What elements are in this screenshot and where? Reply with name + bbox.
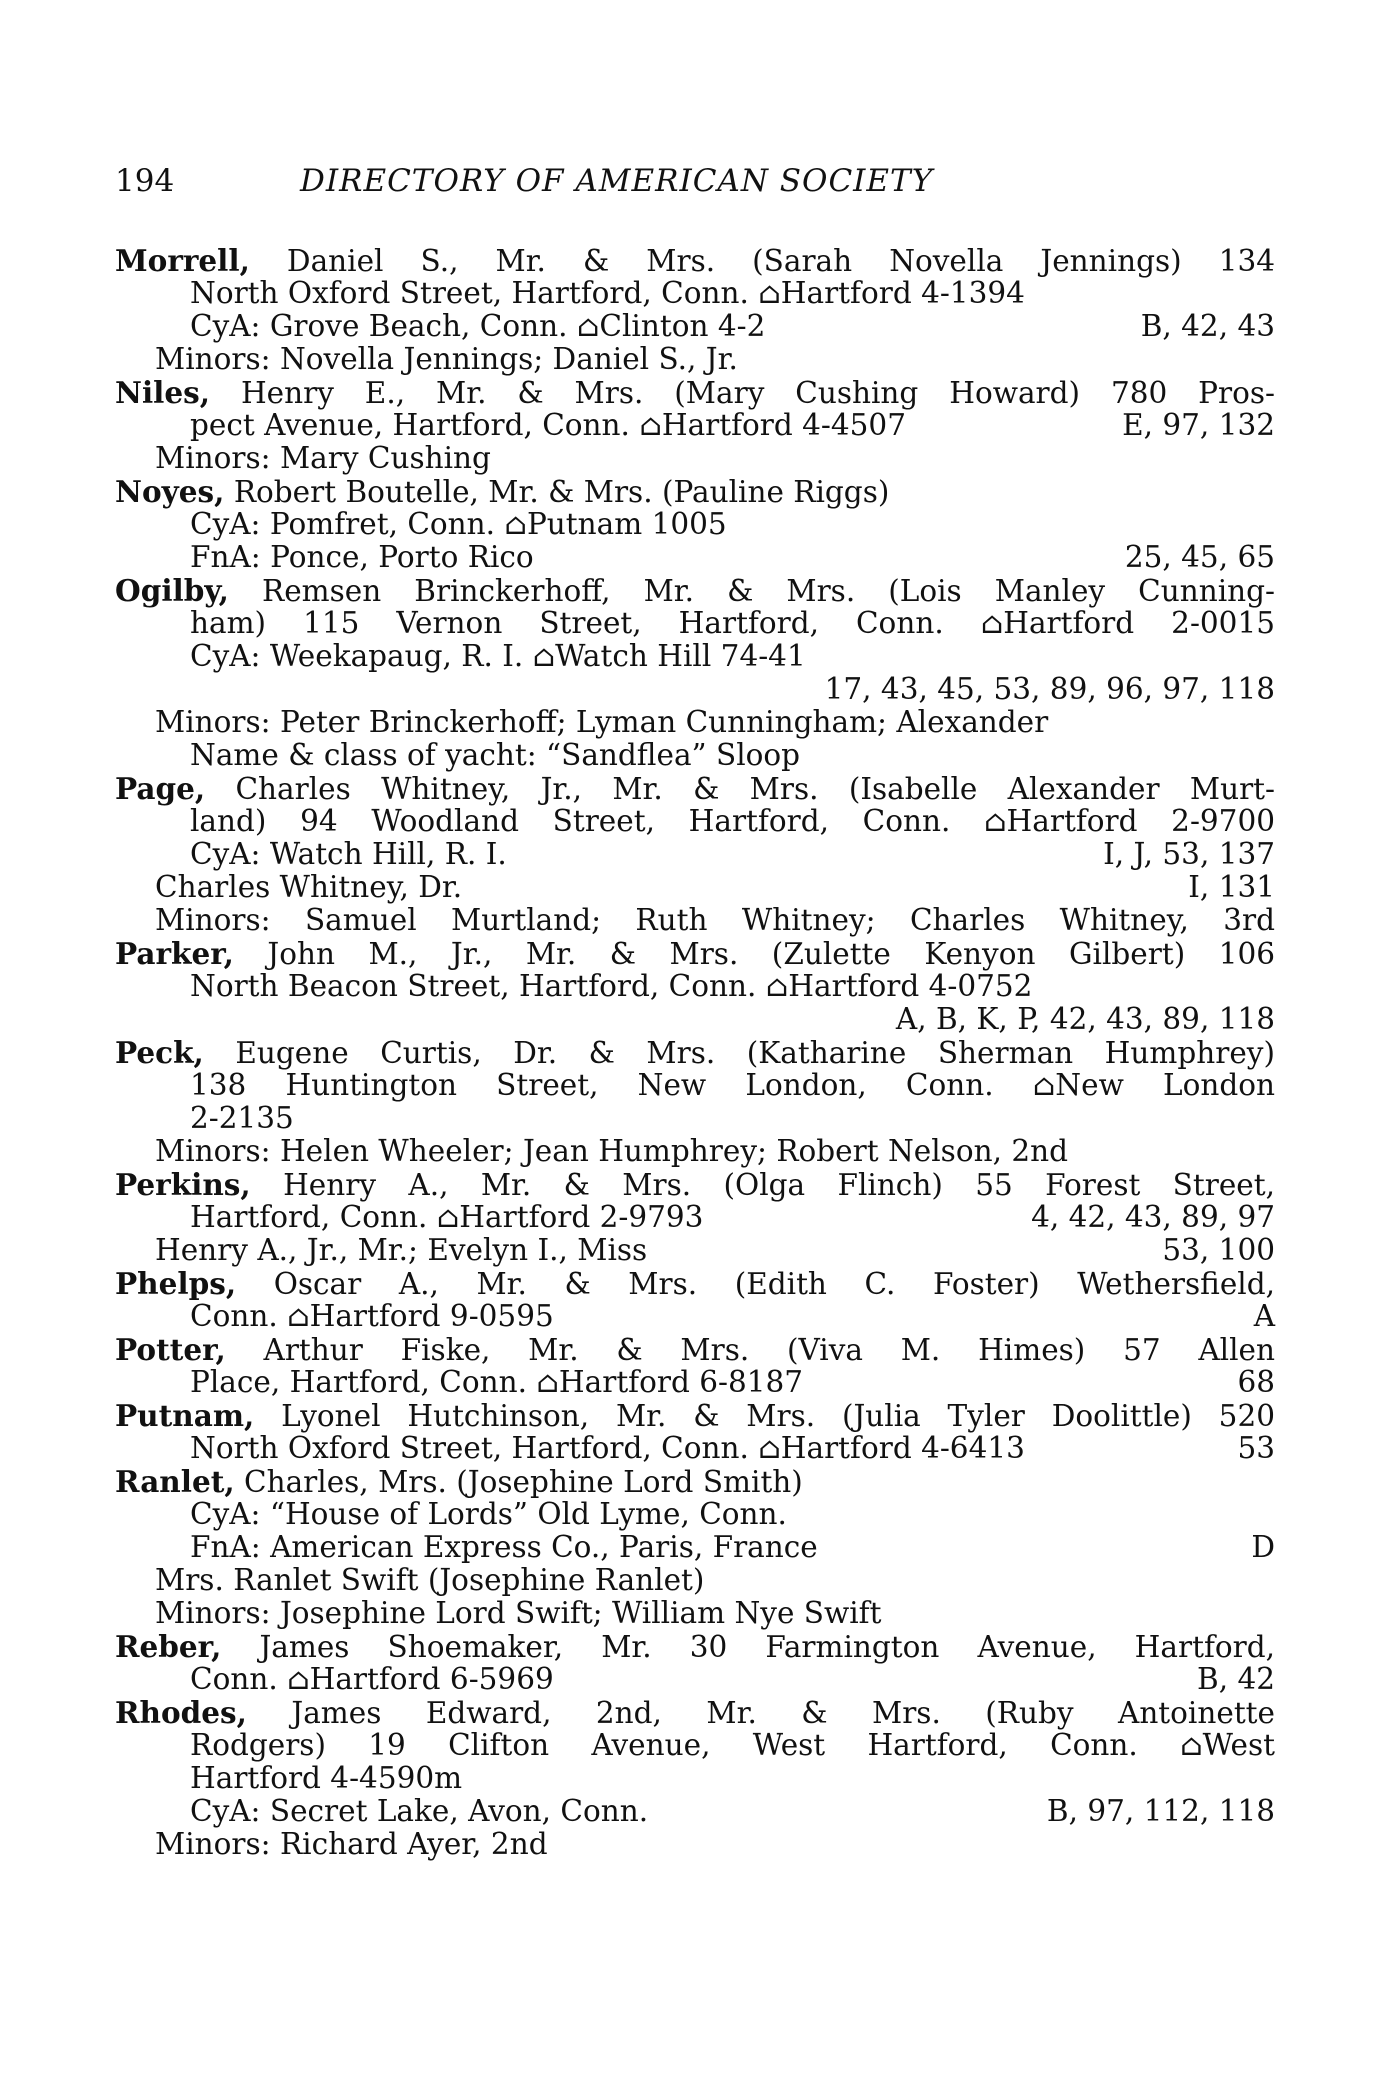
club-codes: B, 97, 112, 118 <box>1046 1794 1275 1828</box>
entry-text: North Oxford Street, Hartford, Conn. ⌂Hartford 4-1394 <box>190 276 1025 310</box>
entry-line <box>115 970 1275 1003</box>
entry-text: Conn. ⌂Hartford 9-0595 <box>190 1299 554 1333</box>
entry-line <box>115 310 1275 343</box>
entry-line <box>115 508 1275 541</box>
entry-line <box>115 1102 1275 1135</box>
entry-text: Minors: Helen Wheeler; Jean Humphrey; Robert Nelson, 2nd <box>155 1134 1068 1168</box>
page-header <box>115 158 1275 204</box>
entry-line <box>115 1795 1275 1828</box>
entry-text: CyA: “House of Lords” Old Lyme, Conn. <box>190 1497 787 1531</box>
entry-line <box>115 1201 1275 1234</box>
surname: Perkins, <box>115 1167 251 1202</box>
entry-text: Arthur Fiske, Mr. & Mrs. (Viva M. Himes) 57 Allen <box>225 1333 1275 1367</box>
directory-entries <box>115 244 1275 1861</box>
entry-line <box>115 673 1275 706</box>
club-codes: 17, 43, 45, 53, 89, 96, 97, 118 <box>824 672 1275 706</box>
entry-line <box>115 904 1275 937</box>
club-codes: 53, 100 <box>1162 1233 1275 1267</box>
entry-line <box>115 739 1275 772</box>
club-codes: 68 <box>1237 1365 1275 1399</box>
entry-line-potter <box>115 1333 1275 1366</box>
entry-text: Remsen Brinckerhoff, Mr. & Mrs. (Lois Manley Cunning- <box>228 574 1275 608</box>
entry-text: 2-2135 <box>190 1101 294 1135</box>
club-codes: 25, 45, 65 <box>1124 540 1275 574</box>
club-codes: 53 <box>1237 1431 1275 1465</box>
surname: Reber, <box>115 1629 222 1664</box>
entry-line <box>115 1729 1275 1762</box>
entry-text: Eugene Curtis, Dr. & Mrs. (Katharine Sherman Humphrey) <box>203 1036 1275 1070</box>
entry-text: Conn. ⌂Hartford 6-5969 <box>190 1662 554 1696</box>
entry-text: 138 Huntington Street, New London, Conn. ⌂New London <box>190 1068 1275 1102</box>
entry-line <box>115 838 1275 871</box>
entry-line <box>115 1366 1275 1399</box>
page-number: 194 <box>115 163 175 199</box>
entry-text: Charles, Mrs. (Josephine Lord Smith) <box>234 1465 803 1499</box>
entry-text: Henry A., Jr., Mr.; Evelyn I., Miss <box>155 1233 648 1267</box>
entry-line <box>115 640 1275 673</box>
entry-line <box>115 541 1275 574</box>
surname: Noyes, <box>115 474 225 509</box>
entry-text: Name & class of yacht: “Sandflea” Sloop <box>190 738 801 772</box>
entry-line <box>115 1597 1275 1630</box>
club-codes: B, 42 <box>1197 1662 1275 1696</box>
surname: Ranlet, <box>115 1464 235 1499</box>
surname: Niles, <box>115 375 211 410</box>
entry-text: Minors: Mary Cushing <box>155 441 491 475</box>
club-codes: D <box>1251 1530 1275 1564</box>
entry-text: CyA: Secret Lake, Avon, Conn. <box>190 1794 649 1828</box>
entry-line <box>115 1531 1275 1564</box>
entry-text: Hartford, Conn. ⌂Hartford 2-9793 <box>190 1200 704 1234</box>
surname: Rhodes, <box>115 1695 247 1730</box>
entry-text: ham) 115 Vernon Street, Hartford, Conn. ⌂Hartford 2-0015 <box>190 606 1275 640</box>
entry-line <box>115 1663 1275 1696</box>
entry-text: Henry E., Mr. & Mrs. (Mary Cushing Howard) 780 Pros- <box>210 376 1275 410</box>
entry-text: Minors: Novella Jennings; Daniel S., Jr. <box>155 342 738 376</box>
entry-line-ogilby <box>115 574 1275 607</box>
entry-text: CyA: Grove Beach, Conn. ⌂Clinton 4-2 <box>190 309 766 343</box>
entry-line-morrell <box>115 244 1275 277</box>
entry-line-reber <box>115 1630 1275 1663</box>
entry-line <box>115 409 1275 442</box>
entry-text: CyA: Watch Hill, R. I. <box>190 837 507 871</box>
entry-text: CyA: Pomfret, Conn. ⌂Putnam 1005 <box>190 507 727 541</box>
entry-line-ranlet <box>115 1465 1275 1498</box>
club-codes: B, 42, 43 <box>1140 309 1275 343</box>
entry-line <box>115 1828 1275 1861</box>
entry-line <box>115 1135 1275 1168</box>
entry-line-niles <box>115 376 1275 409</box>
entry-line-perkins <box>115 1168 1275 1201</box>
entry-text: FnA: American Express Co., Paris, France <box>190 1530 818 1564</box>
entry-text: Robert Boutelle, Mr. & Mrs. (Pauline Riggs) <box>224 475 890 509</box>
club-codes: 4, 42, 43, 89, 97 <box>1031 1200 1275 1234</box>
club-codes: I, 131 <box>1188 870 1275 904</box>
entry-text: James Shoemaker, Mr. 30 Farmington Avenue, Hartford, <box>221 1630 1275 1664</box>
entry-line-peck <box>115 1036 1275 1069</box>
entry-line <box>115 871 1275 904</box>
entry-line-putnam <box>115 1399 1275 1432</box>
entry-line <box>115 442 1275 475</box>
entry-line-noyes <box>115 475 1275 508</box>
entry-line-parker <box>115 937 1275 970</box>
entry-text: CyA: Weekapaug, R. I. ⌂Watch Hill 74-41 <box>190 639 806 673</box>
entry-text: Minors: Peter Brinckerhoff; Lyman Cunningham; Alexander <box>155 705 1049 739</box>
entry-text: FnA: Ponce, Porto Rico <box>190 540 534 574</box>
surname: Peck, <box>115 1035 204 1070</box>
surname: Page, <box>115 771 206 806</box>
entry-text: North Beacon Street, Hartford, Conn. ⌂Hartford 4-0752 <box>190 969 1033 1003</box>
surname: Ogilby, <box>115 573 229 608</box>
entry-text: Minors: Richard Ayer, 2nd <box>155 1827 548 1861</box>
entry-text: James Edward, 2nd, Mr. & Mrs. (Ruby Antoinette <box>246 1696 1275 1730</box>
entry-text: John M., Jr., Mr. & Mrs. (Zulette Kenyon Gilbert) 106 <box>233 937 1275 971</box>
entry-text: Henry A., Mr. & Mrs. (Olga Flinch) 55 Forest Street, <box>250 1168 1275 1202</box>
entry-line <box>115 1003 1275 1036</box>
entry-text: land) 94 Woodland Street, Hartford, Conn. ⌂Hartford 2-9700 <box>190 804 1275 838</box>
entry-text: Hartford 4-4590m <box>190 1761 463 1795</box>
surname: Potter, <box>115 1332 226 1367</box>
club-codes: E, 97, 132 <box>1122 408 1275 442</box>
club-codes: A, B, K, P, 42, 43, 89, 118 <box>895 1002 1275 1036</box>
entry-line <box>115 277 1275 310</box>
entry-text: Minors: Samuel Murtland; Ruth Whitney; Charles Whitney, 3rd <box>155 903 1275 937</box>
entry-text: Daniel S., Mr. & Mrs. (Sarah Novella Jennings) 134 <box>249 244 1275 278</box>
entry-line <box>115 706 1275 739</box>
entry-line-rhodes <box>115 1696 1275 1729</box>
entry-line <box>115 1762 1275 1795</box>
entry-line <box>115 1069 1275 1102</box>
club-codes: A <box>1253 1299 1275 1333</box>
entry-line <box>115 1432 1275 1465</box>
entry-line <box>115 1234 1275 1267</box>
entry-text: Rodgers) 19 Clifton Avenue, West Hartford, Conn. ⌂West <box>190 1728 1275 1762</box>
entry-text: Lyonel Hutchinson, Mr. & Mrs. (Julia Tyler Doolittle) 520 <box>254 1399 1275 1433</box>
entry-text: Oscar A., Mr. & Mrs. (Edith C. Foster) Wethersfield, <box>236 1267 1275 1301</box>
surname: Phelps, <box>115 1266 237 1301</box>
entry-text: Minors: Josephine Lord Swift; William Nye Swift <box>155 1596 882 1630</box>
surname: Morrell, <box>115 243 250 278</box>
entry-text: North Oxford Street, Hartford, Conn. ⌂Hartford 4-6413 <box>190 1431 1025 1465</box>
entry-line <box>115 343 1275 376</box>
entry-text: pect Avenue, Hartford, Conn. ⌂Hartford 4-4507 <box>190 408 906 442</box>
entry-text: Charles Whitney, Jr., Mr. & Mrs. (Isabelle Alexander Murt- <box>205 772 1275 806</box>
club-codes: I, J, 53, 137 <box>1103 837 1275 871</box>
entry-text: Mrs. Ranlet Swift (Josephine Ranlet) <box>155 1563 705 1597</box>
entry-line <box>115 1564 1275 1597</box>
surname: Parker, <box>115 936 234 971</box>
entry-text: Place, Hartford, Conn. ⌂Hartford 6-8187 <box>190 1365 804 1399</box>
entry-line-page <box>115 772 1275 805</box>
entry-line <box>115 607 1275 640</box>
entry-text: Charles Whitney, Dr. <box>155 870 463 904</box>
page-title: DIRECTORY OF AMERICAN SOCIETY <box>300 163 934 199</box>
surname: Putnam, <box>115 1398 255 1433</box>
entry-line <box>115 1300 1275 1333</box>
entry-line <box>115 1498 1275 1531</box>
entry-line-phelps <box>115 1267 1275 1300</box>
entry-line <box>115 805 1275 838</box>
